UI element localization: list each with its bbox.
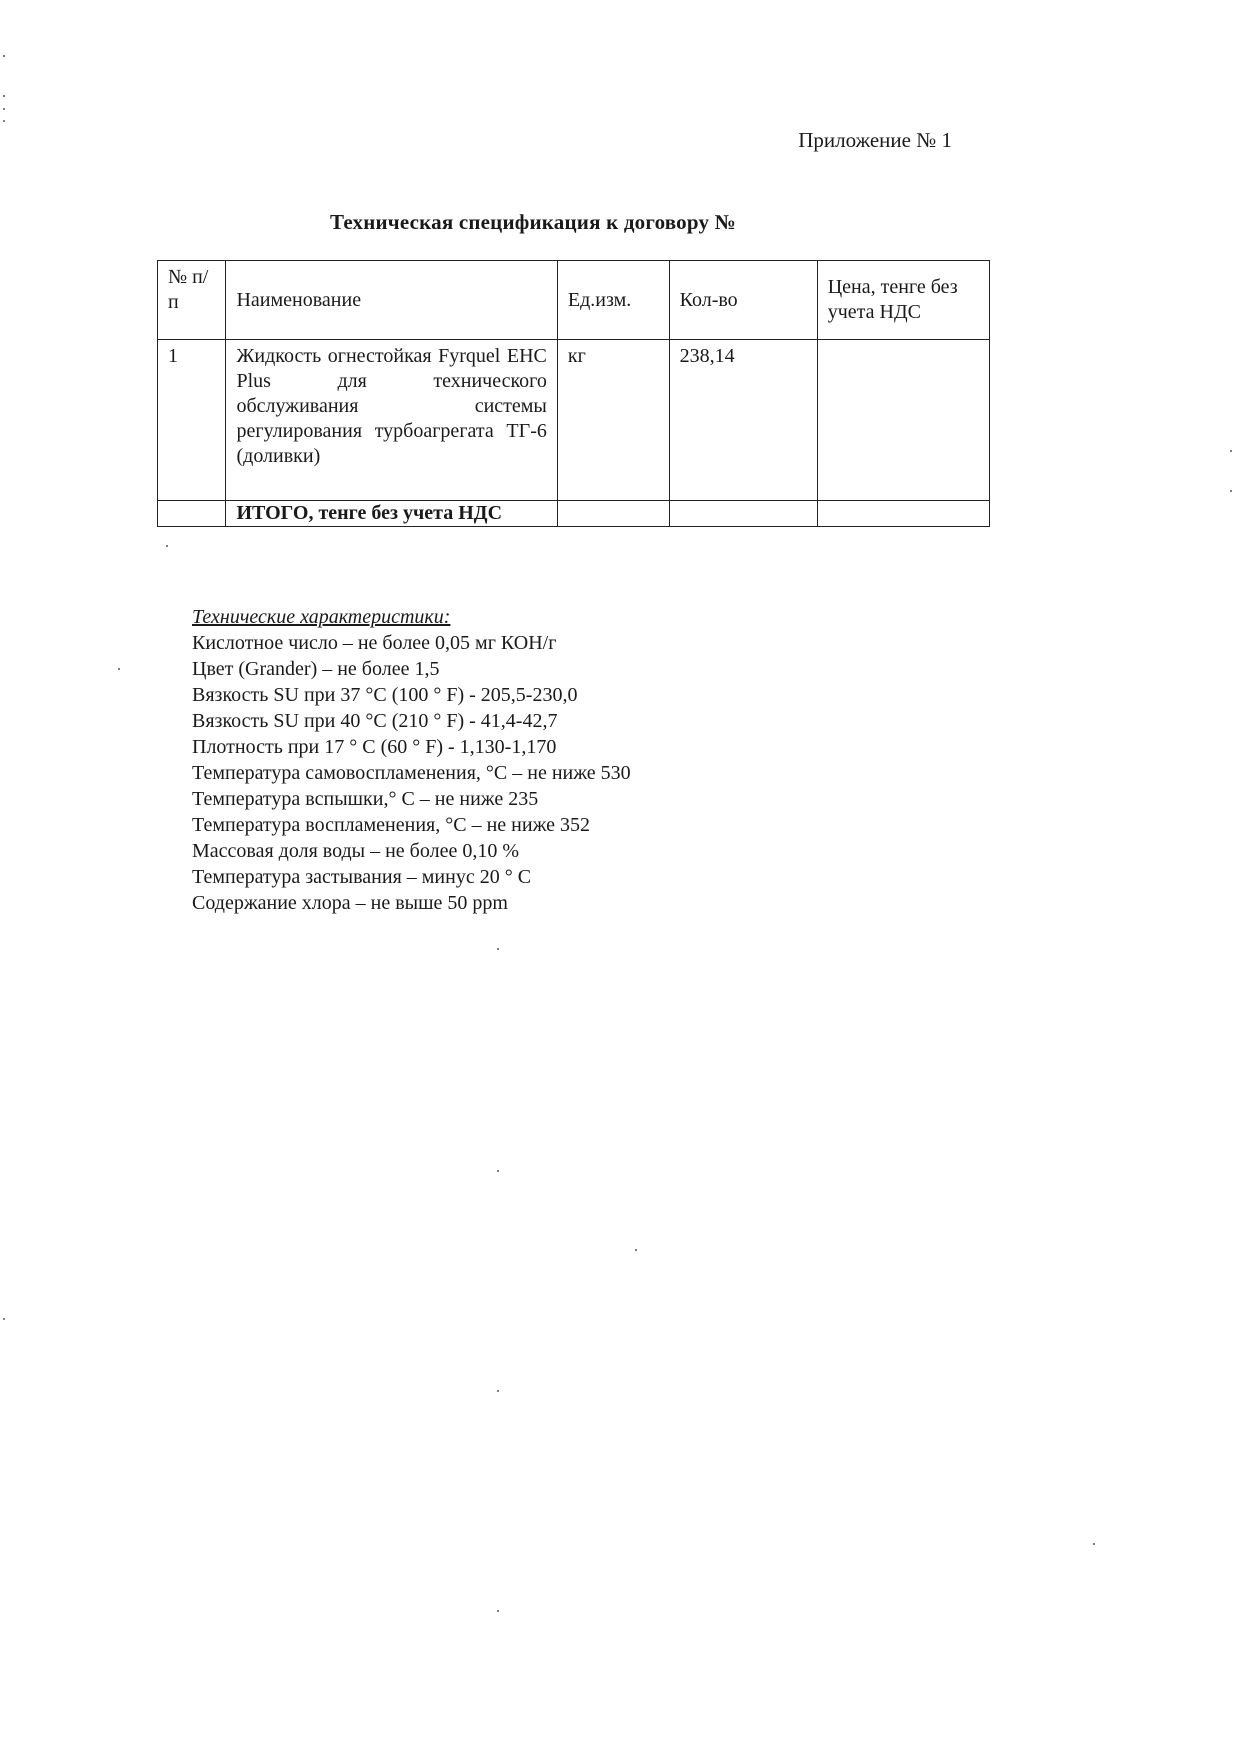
technical-characteristics <box>192 604 631 916</box>
tech-line: Содержание хлора – не выше 50 ppm <box>192 892 508 914</box>
scan-speck <box>3 95 5 97</box>
row-price <box>817 340 989 501</box>
appendix-label: Приложение № 1 <box>798 128 952 152</box>
document-title: Техническая спецификация к договору № <box>330 210 736 234</box>
scan-speck <box>1230 450 1232 452</box>
tech-line: Температура застывания – минус 20 ° C <box>192 866 532 888</box>
scan-speck <box>497 1610 499 1612</box>
total-unit-cell <box>557 501 669 527</box>
tech-line: Массовая доля воды – не более 0,10 % <box>192 840 519 862</box>
table-row <box>158 340 990 501</box>
scan-speck <box>497 1390 499 1392</box>
tech-line: Вязкость SU при 40 °C (210 ° F) - 41,4-42,7 <box>192 710 558 732</box>
tech-line: Вязкость SU при 37 °C (100 ° F) - 205,5-230,0 <box>192 684 578 706</box>
table-header-row <box>158 261 990 340</box>
tech-line: Плотность при 17 ° C (60 ° F) - 1,130-1,170 <box>192 736 557 758</box>
specification-table <box>157 260 990 527</box>
row-qty: 238,14 <box>669 340 817 501</box>
scan-speck <box>497 1170 499 1172</box>
tech-line: Цвет (Grander) – не более 1,5 <box>192 658 440 680</box>
scan-speck <box>118 668 120 670</box>
scan-speck <box>1230 490 1232 492</box>
total-label: ИТОГО, тенге без учета НДС <box>226 501 557 527</box>
scan-speck <box>3 55 5 57</box>
header-num: № п/п <box>158 261 226 340</box>
total-price-cell <box>817 501 989 527</box>
total-qty-cell <box>669 501 817 527</box>
header-price: Цена, тенге без учета НДС <box>817 261 989 340</box>
scan-speck <box>166 545 168 547</box>
total-num-cell <box>158 501 226 527</box>
row-unit: кг <box>557 340 669 501</box>
tech-line: Температура воспламенения, °C – не ниже 352 <box>192 814 590 836</box>
table-total-row <box>158 501 990 527</box>
row-name: Жидкость огнестойкая Fyrquel EHC Plus для технического обслуживания системы регулирования турбоагрегата ТГ-6 (доливки) <box>226 340 557 501</box>
header-unit: Ед.изм. <box>557 261 669 340</box>
scan-speck <box>3 1318 5 1320</box>
tech-heading: Технические характеристики: <box>192 606 451 628</box>
tech-line: Температура вспышки,° C – не ниже 235 <box>192 788 539 810</box>
tech-line: Кислотное число – не более 0,05 мг КОН/г <box>192 632 557 654</box>
scan-speck <box>3 108 5 110</box>
scan-speck <box>1093 1543 1095 1545</box>
tech-line: Температура самовоспламенения, °C – не ниже 530 <box>192 762 631 784</box>
scan-speck <box>635 1249 637 1251</box>
row-num: 1 <box>158 340 226 501</box>
header-qty: Кол-во <box>669 261 817 340</box>
header-name: Наименование <box>226 261 557 340</box>
scan-speck <box>3 120 5 122</box>
scan-speck <box>497 948 499 950</box>
